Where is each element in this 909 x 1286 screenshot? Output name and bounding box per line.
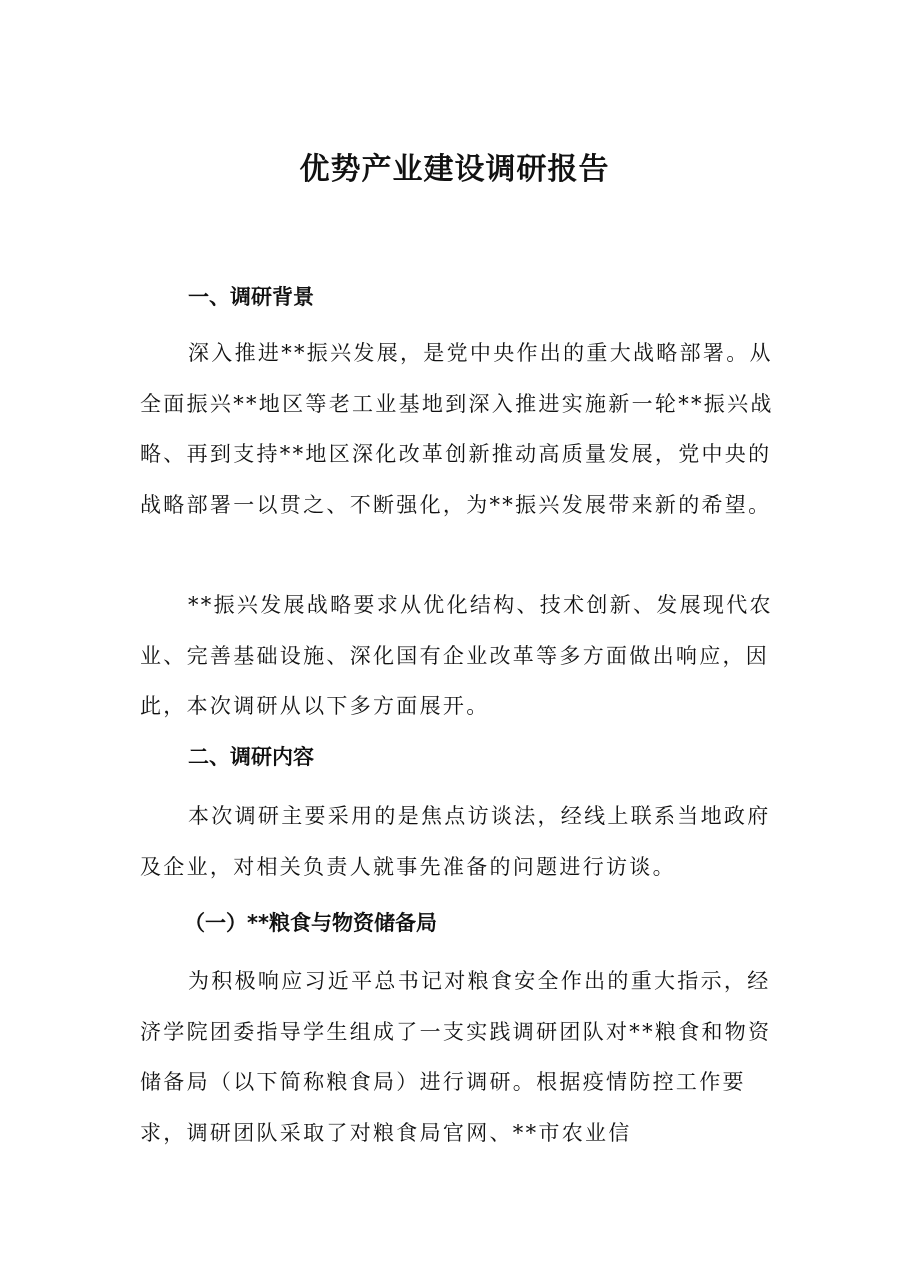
paragraph-background-2: **振兴发展战略要求从优化结构、技术创新、发展现代农业、完善基础设施、深化国有企业改革等多方面做出响应，因此，本次调研从以下多方面展开。 <box>140 593 773 718</box>
paragraph-grain-bureau-1: 为积极响应习近平总书记对粮食安全作出的重大指示，经济学院团委指导学生组成了一支实践调研团队对**粮食和物资储备局（以下简称粮食局）进行调研。根据疫情防控工作要求，调研团队采取了对粮食局官网、**市农业信 <box>140 969 772 1145</box>
paragraph-content-1: 本次调研主要采用的是焦点访谈法，经线上联系当地政府及企业，对相关负责人就事先准备的问题进行访谈。 <box>140 804 771 879</box>
section-heading-background: 一、调研背景 <box>188 285 314 309</box>
document-title: 优势产业建设调研报告 <box>299 152 610 187</box>
section-heading-content: 二、调研内容 <box>188 745 314 769</box>
subsection-heading-grain-bureau: （一）**粮食与物资储备局 <box>184 911 437 935</box>
paragraph-background-1: 深入推进**振兴发展，是党中央作出的重大战略部署。从全面振兴**地区等老工业基地到深入推进实施新一轮**振兴战略、再到支持**地区深化改革创新推动高质量发展，党中央的战略部署一以贯之、不断强化，为**振兴发展带来新的希望。 <box>140 341 774 517</box>
